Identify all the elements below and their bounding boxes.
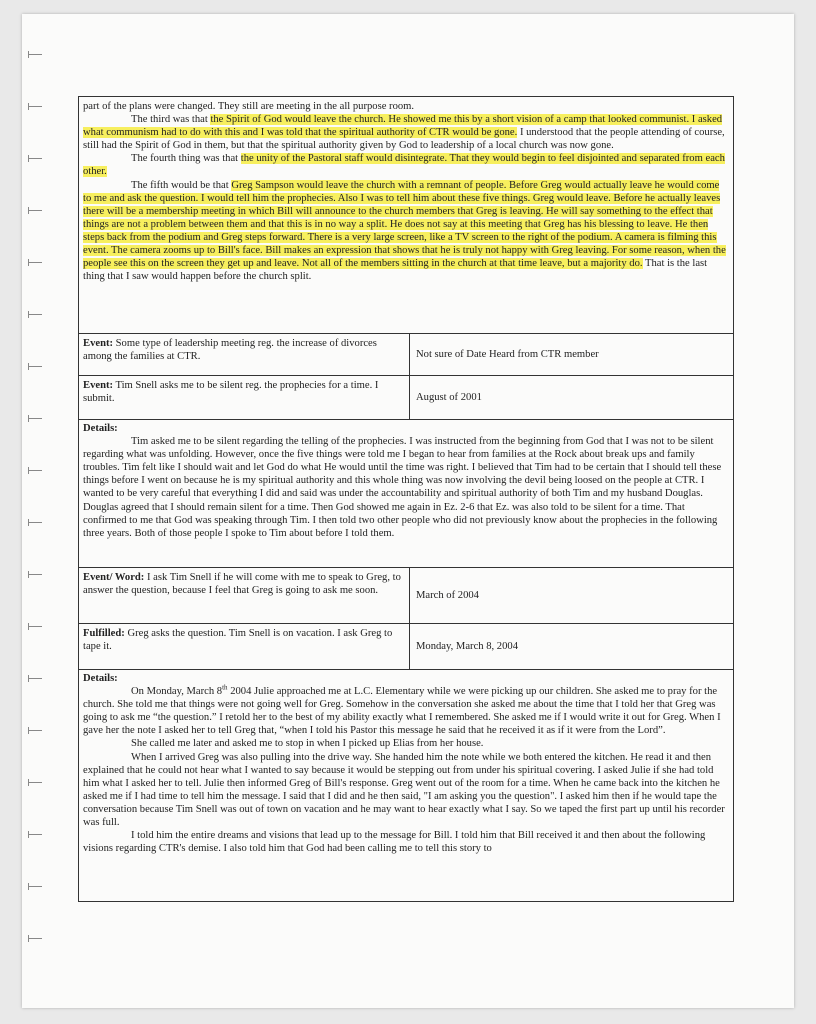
details-section (79, 669, 733, 901)
fulfilled-row (79, 623, 733, 669)
details-label: Details: (83, 673, 118, 684)
event-cell: Event: Some type of leadership meeting reg. the increase of divorces among the families at CTR. (79, 334, 410, 375)
date-cell: Monday, March 8, 2004 (416, 640, 518, 652)
date-cell: Not sure of Date Heard from CTR member (416, 348, 599, 360)
details-label: Details: (83, 423, 118, 434)
event-cell: Fulfilled: Greg asks the question. Tim Snell is on vacation. I ask Greg to tape it. (79, 624, 410, 669)
event-row (79, 333, 733, 375)
intro-line: part of the plans were changed. They still are meeting in the all purpose room. (83, 101, 415, 112)
details-section (79, 419, 733, 567)
details-paragraph: She called me later and asked me to stop in when I picked up Elias from her house. (131, 738, 484, 750)
details-text: Tim asked me to be silent regarding the telling of the prophecies. I was instructed from the beginning from God that I was not to be silent regarding what was unfolding. However, once the five things were told me I began to hear from families at the Rock about break ups and family troubles. Tim felt like I should wait and let God do what He would until the time was right. I believed that Tim had to be certain that I should tell these things before I went on because he is my spiritual authority and this whole thing was now involving the devil being loosed on the people at CTR. I wanted to be very careful that everything I did and said was under the accountability and spiritual authority of both Tim and my husband Douglas. Douglas agreed that I should remain silent for a time. Then God showed me again in Ez. 2-6 that Ez. was also told to be silent for a time. That confirmed to me that God was speaking through Tim. I then told two other people who did not previously know about the prophecies in the following three years. Both of those people I spoke to Tim about before I told them. (83, 436, 722, 539)
event-row (79, 567, 733, 623)
fourth-paragraph: The fourth thing was that the unity of the Pastoral staff would disintegrate. That they would begin to feel disjointed and separated from each other. (83, 153, 725, 178)
date-cell: August of 2001 (416, 391, 482, 403)
binder-holes (28, 34, 50, 994)
event-row (79, 375, 733, 419)
highlight: Greg Sampson would leave the church with a remnant of people. Before Greg would actually leave he would come to me and ask the question. I would tell him the prophecies. Also I was to tell him about these five things. Greg would leave. Before he actually leaves there will be a membership meeting in which Bill will announce to the church members that Greg is leaving. He will say something to the effect that things are not a problem between them and that this is in no way a split. He does not say at this meeting that Greg has his blessing to leave. He then steps back from the podium and Greg steps forward. There is a very large screen, like a TV screen to the right of the podium. A camera is filming this event. The camera zooms up to Bill's face. Bill makes an expression that shows that he is truly not happy with Greg leaving. For some reason, when the people see this on the screen they get up and leave. Not all of the members sitting in the church at that time leave, but a majority do. (83, 179, 726, 270)
highlight: the unity of the Pastoral staff would disintegrate. That they would begin to feel disjointed and separated from each other. (83, 153, 725, 178)
details-paragraph: On Monday, March 8th 2004 Julie approached me at L.C. Elementary while we were picking up our children. She asked me to pray for the church. She told me that things were not going well for Greg. Somehow in the conversation she asked me about the time that I told her that Greg was going to ask me “the question.” I retold her to the best of my ability exactly what I remembered. She asked me if I would write it out for Greg. When I gave her the note I asked her to tell Greg that, “when I told his Pastor this message he said that he received it as if it were from the Lord”. (83, 683, 721, 737)
document-table (78, 96, 734, 902)
highlight: the Spirit of God would leave the church. He showed me this by a short vision of a camp that looked communist. I asked what communism had to do with this and I was told that the spiritual authority of CTR would be gone. (83, 114, 723, 139)
third-paragraph: The third was that the Spirit of God would leave the church. He showed me this by a short vision of a camp that looked communist. I asked what communism had to do with this and I was told that the spiritual authority of CTR would be gone. I understood that the people attending of course, still had the Spirit of God in them, but that the spiritual authority given by God to leadership of a local church was now gone. (83, 114, 725, 152)
intro-section (79, 97, 733, 333)
event-cell: Event: Tim Snell asks me to be silent reg. the prophecies for a time. I submit. (79, 376, 410, 419)
details-paragraph: When I arrived Greg was also pulling into the drive way. She handed him the note while we both entered the kitchen. He read it and then explained that he could not hear what I wanted to say because it would be stepping out from under his spiritual covering. I asked Julie if she had told him what I asked her to tell. Julie then informed Greg of Bill's response. Greg went out of the room for a time. When he came back into the kitchen he asked me if I had time to tell him the message. I said that I did and he then said, "I am asking you the question". I asked him then if he would tape the conversation because Tim Snell was out of town on vacation and he may want to hear exactly what I say. So we taped the first part up until his recorder was full. (83, 751, 725, 829)
event-cell: Event/ Word: I ask Tim Snell if he will come with me to speak to Greg, to answer the question, because I feel that Greg is going to ask me soon. (79, 568, 410, 623)
date-cell: March of 2004 (416, 589, 479, 601)
details-paragraph: I told him the entire dreams and visions that lead up to the message for Bill. I told him that Bill received it and then about the following visions regarding CTR's demise. I also told him that God had been calling me to tell this story to (83, 830, 706, 855)
fifth-paragraph: The fifth would be that Greg Sampson would leave the church with a remnant of people. Before Greg would actually leave he would come to me and ask the question. I would tell him the prophecies. Also I was to tell him about these five things. Greg would leave. Before he actually leaves there will be a membership meeting in which Bill will announce to the church members that Greg is leaving. He will say something to the effect that things are not a problem between them and that this is in no way a split. He does not say at this meeting that Greg has his blessing to leave. He then steps back from the podium and Greg steps forward. There is a very large screen, like a TV screen to the right of the podium. A camera is filming this event. The camera zooms up to Bill's face. Bill makes an expression that shows that he is truly not happy with Greg leaving. For some reason, when the people see this on the screen they get up and leave. Not all of the members sitting in the church at that time leave, but a majority do. That is the last thing that I saw would happen before the church split. (83, 179, 726, 283)
